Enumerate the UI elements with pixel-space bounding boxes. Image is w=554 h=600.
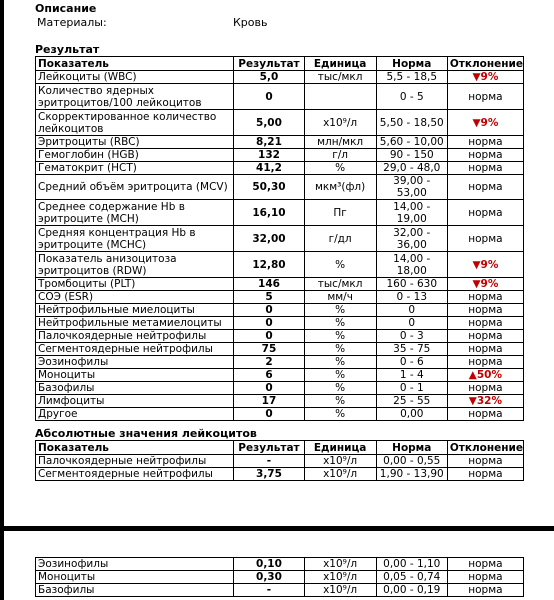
cell-deviation: норма	[447, 468, 523, 481]
description-title: Описание	[35, 2, 97, 15]
cell-indicator: Нейтрофильные миелоциты	[36, 304, 234, 317]
cell-deviation: норма	[447, 408, 523, 421]
cell-deviation: норма	[447, 149, 523, 162]
table-row	[36, 175, 524, 200]
cell-indicator: Моноциты	[36, 571, 234, 584]
cell-unit: x10⁹/л	[304, 558, 376, 571]
cell-deviation: ▼9%	[447, 110, 523, 136]
cell-unit: %	[304, 304, 376, 317]
cell-unit: %	[304, 356, 376, 369]
cell-indicator: Палочкоядерные нейтрофилы	[36, 330, 234, 343]
cell-indicator: Средняя концентрация Hb в эритроците (MCHC)	[36, 226, 234, 252]
col-header-result: Результат	[234, 441, 304, 455]
cell-unit: г/дл	[304, 226, 376, 252]
cell-indicator: Эозинофилы	[36, 356, 234, 369]
cell-unit: %	[304, 408, 376, 421]
cell-unit: тыс/мкл	[304, 278, 376, 291]
cell-unit: мм/ч	[304, 291, 376, 304]
cell-indicator: Гемоглобин (HGB)	[36, 149, 234, 162]
cell-indicator: Другое	[36, 408, 234, 421]
table-row	[36, 558, 524, 571]
cell-norm: 5,60 - 10,00	[376, 136, 447, 149]
cell-result: 0	[234, 382, 304, 395]
table-row	[36, 84, 524, 110]
cell-unit: %	[304, 317, 376, 330]
absolute-table-continued	[35, 557, 524, 597]
result-title: Результат	[35, 43, 100, 56]
cell-result: 0	[234, 408, 304, 421]
cell-indicator: Эритроциты (RBC)	[36, 136, 234, 149]
cell-indicator: Среднее содержание Hb в эритроците (MCH)	[36, 200, 234, 226]
table-row	[36, 455, 524, 468]
cell-deviation: норма	[447, 175, 523, 200]
table-row	[36, 278, 524, 291]
cell-deviation: норма	[447, 558, 523, 571]
cell-unit: %	[304, 162, 376, 175]
cell-unit: Пг	[304, 200, 376, 226]
cell-deviation: норма	[447, 571, 523, 584]
cell-norm: 0,00 - 0,19	[376, 584, 447, 597]
cell-norm: 32,00 - 36,00	[376, 226, 447, 252]
cell-indicator: Средний объём эритроцита (MCV)	[36, 175, 234, 200]
cell-indicator: Нейтрофильные метамиелоциты	[36, 317, 234, 330]
cell-unit: x10⁹/л	[304, 468, 376, 481]
report-page-1	[4, 0, 554, 526]
cell-result: 50,30	[234, 175, 304, 200]
cell-unit: %	[304, 395, 376, 408]
cell-deviation: норма	[447, 455, 523, 468]
cell-deviation: норма	[447, 317, 523, 330]
cell-indicator: Сегментоядерные нейтрофилы	[36, 468, 234, 481]
result-table	[35, 56, 524, 421]
cell-deviation: ▼32%	[447, 395, 523, 408]
cell-norm: 0 - 1	[376, 382, 447, 395]
table-row	[36, 584, 524, 597]
cell-result: 2	[234, 356, 304, 369]
cell-result: 5,0	[234, 71, 304, 84]
cell-result: 0	[234, 84, 304, 110]
cell-indicator: Гематокрит (HCT)	[36, 162, 234, 175]
col-header-unit: Единица	[304, 441, 376, 455]
table-row	[36, 408, 524, 421]
cell-unit: г/л	[304, 149, 376, 162]
cell-unit: %	[304, 369, 376, 382]
cell-deviation: ▼9%	[447, 278, 523, 291]
cell-result: 0	[234, 317, 304, 330]
cell-deviation: ▲50%	[447, 369, 523, 382]
col-header-result: Результат	[234, 57, 304, 71]
cell-unit: %	[304, 330, 376, 343]
cell-unit: %	[304, 382, 376, 395]
absolute-table	[35, 440, 524, 481]
cell-indicator: Базофилы	[36, 382, 234, 395]
result-table-header	[36, 57, 524, 71]
table-row	[36, 136, 524, 149]
cell-unit	[304, 84, 376, 110]
table-row	[36, 330, 524, 343]
cell-norm: 160 - 630	[376, 278, 447, 291]
report-page-2	[4, 531, 554, 600]
cell-result: 3,75	[234, 468, 304, 481]
materials-value: Кровь	[233, 16, 268, 29]
table-row	[36, 369, 524, 382]
cell-unit: x10⁹/л	[304, 110, 376, 136]
cell-deviation: норма	[447, 330, 523, 343]
table-row	[36, 395, 524, 408]
cell-indicator: Количество ядерных эритроцитов/100 лейкоцитов	[36, 84, 234, 110]
cell-indicator: Скорректированное количество лейкоцитов	[36, 110, 234, 136]
cell-norm: 5,5 - 18,5	[376, 71, 447, 84]
cell-deviation: норма	[447, 200, 523, 226]
cell-indicator: Лимфоциты	[36, 395, 234, 408]
cell-norm: 0	[376, 317, 447, 330]
cell-norm: 14,00 - 19,00	[376, 200, 447, 226]
cell-indicator: Лейкоциты (WBC)	[36, 71, 234, 84]
cell-result: 5,00	[234, 110, 304, 136]
cell-norm: 5,50 - 18,50	[376, 110, 447, 136]
cell-deviation: норма	[447, 356, 523, 369]
cell-deviation: норма	[447, 226, 523, 252]
cell-result: 12,80	[234, 252, 304, 278]
cell-unit: %	[304, 343, 376, 356]
cell-norm: 29,0 - 48,0	[376, 162, 447, 175]
cell-deviation: норма	[447, 304, 523, 317]
cell-result: 0,30	[234, 571, 304, 584]
col-header-norm: Норма	[376, 57, 447, 71]
cell-unit: %	[304, 252, 376, 278]
table-row	[36, 110, 524, 136]
col-header-unit: Единица	[304, 57, 376, 71]
cell-result: 132	[234, 149, 304, 162]
cell-norm: 0,05 - 0,74	[376, 571, 447, 584]
cell-result: 146	[234, 278, 304, 291]
table-row	[36, 71, 524, 84]
table-row	[36, 468, 524, 481]
cell-norm: 25 - 55	[376, 395, 447, 408]
cell-result: 75	[234, 343, 304, 356]
table-row	[36, 382, 524, 395]
table-row	[36, 149, 524, 162]
cell-unit: тыс/мкл	[304, 71, 376, 84]
cell-unit: x10⁹/л	[304, 584, 376, 597]
cell-result: 8,21	[234, 136, 304, 149]
cell-unit: мкм³(фл)	[304, 175, 376, 200]
cell-result: 0	[234, 304, 304, 317]
cell-result: 32,00	[234, 226, 304, 252]
cell-result: 41,2	[234, 162, 304, 175]
cell-norm: 0,00 - 1,10	[376, 558, 447, 571]
cell-norm: 0,00	[376, 408, 447, 421]
table-row	[36, 200, 524, 226]
materials-label: Материалы:	[37, 16, 107, 29]
cell-norm: 14,00 - 18,00	[376, 252, 447, 278]
col-header-deviation: Отклонение	[447, 441, 523, 455]
cell-norm: 90 - 150	[376, 149, 447, 162]
col-header-deviation: Отклонение	[447, 57, 523, 71]
cell-indicator: Базофилы	[36, 584, 234, 597]
cell-unit: x10⁹/л	[304, 455, 376, 468]
cell-indicator: Моноциты	[36, 369, 234, 382]
cell-indicator: СОЭ (ESR)	[36, 291, 234, 304]
cell-deviation: норма	[447, 343, 523, 356]
table-row	[36, 291, 524, 304]
table-row	[36, 304, 524, 317]
cell-result: 6	[234, 369, 304, 382]
cell-deviation: норма	[447, 162, 523, 175]
table-row	[36, 343, 524, 356]
cell-deviation: норма	[447, 136, 523, 149]
cell-result: 17	[234, 395, 304, 408]
col-header-norm: Норма	[376, 441, 447, 455]
cell-result: 0,10	[234, 558, 304, 571]
col-header-indicator: Показатель	[36, 441, 234, 455]
cell-indicator: Палочкоядерные нейтрофилы	[36, 455, 234, 468]
cell-result: 5	[234, 291, 304, 304]
cell-indicator: Показатель анизоцитоза эритроцитов (RDW)	[36, 252, 234, 278]
cell-norm: 1,90 - 13,90	[376, 468, 447, 481]
table-row	[36, 252, 524, 278]
table-row	[36, 162, 524, 175]
table-row	[36, 317, 524, 330]
cell-deviation: норма	[447, 584, 523, 597]
cell-result: 0	[234, 330, 304, 343]
cell-norm: 0 - 3	[376, 330, 447, 343]
cell-deviation: ▼9%	[447, 71, 523, 84]
cell-deviation: норма	[447, 382, 523, 395]
absolute-title: Абсолютные значения лейкоцитов	[35, 427, 257, 440]
cell-result: 16,10	[234, 200, 304, 226]
col-header-indicator: Показатель	[36, 57, 234, 71]
cell-indicator: Эозинофилы	[36, 558, 234, 571]
cell-norm: 39,00 - 53,00	[376, 175, 447, 200]
cell-indicator: Сегментоядерные нейтрофилы	[36, 343, 234, 356]
absolute-table-header	[36, 441, 524, 455]
cell-norm: 35 - 75	[376, 343, 447, 356]
cell-deviation: норма	[447, 291, 523, 304]
cell-norm: 0,00 - 0,55	[376, 455, 447, 468]
cell-deviation: норма	[447, 84, 523, 110]
table-row	[36, 571, 524, 584]
cell-unit: млн/мкл	[304, 136, 376, 149]
cell-result: -	[234, 584, 304, 597]
cell-deviation: ▼9%	[447, 252, 523, 278]
cell-norm: 0	[376, 304, 447, 317]
cell-norm: 1 - 4	[376, 369, 447, 382]
cell-norm: 0 - 13	[376, 291, 447, 304]
table-row	[36, 356, 524, 369]
table-row	[36, 226, 524, 252]
cell-unit: x10⁹/л	[304, 571, 376, 584]
cell-norm: 0 - 6	[376, 356, 447, 369]
cell-norm: 0 - 5	[376, 84, 447, 110]
cell-indicator: Тромбоциты (PLT)	[36, 278, 234, 291]
cell-result: -	[234, 455, 304, 468]
